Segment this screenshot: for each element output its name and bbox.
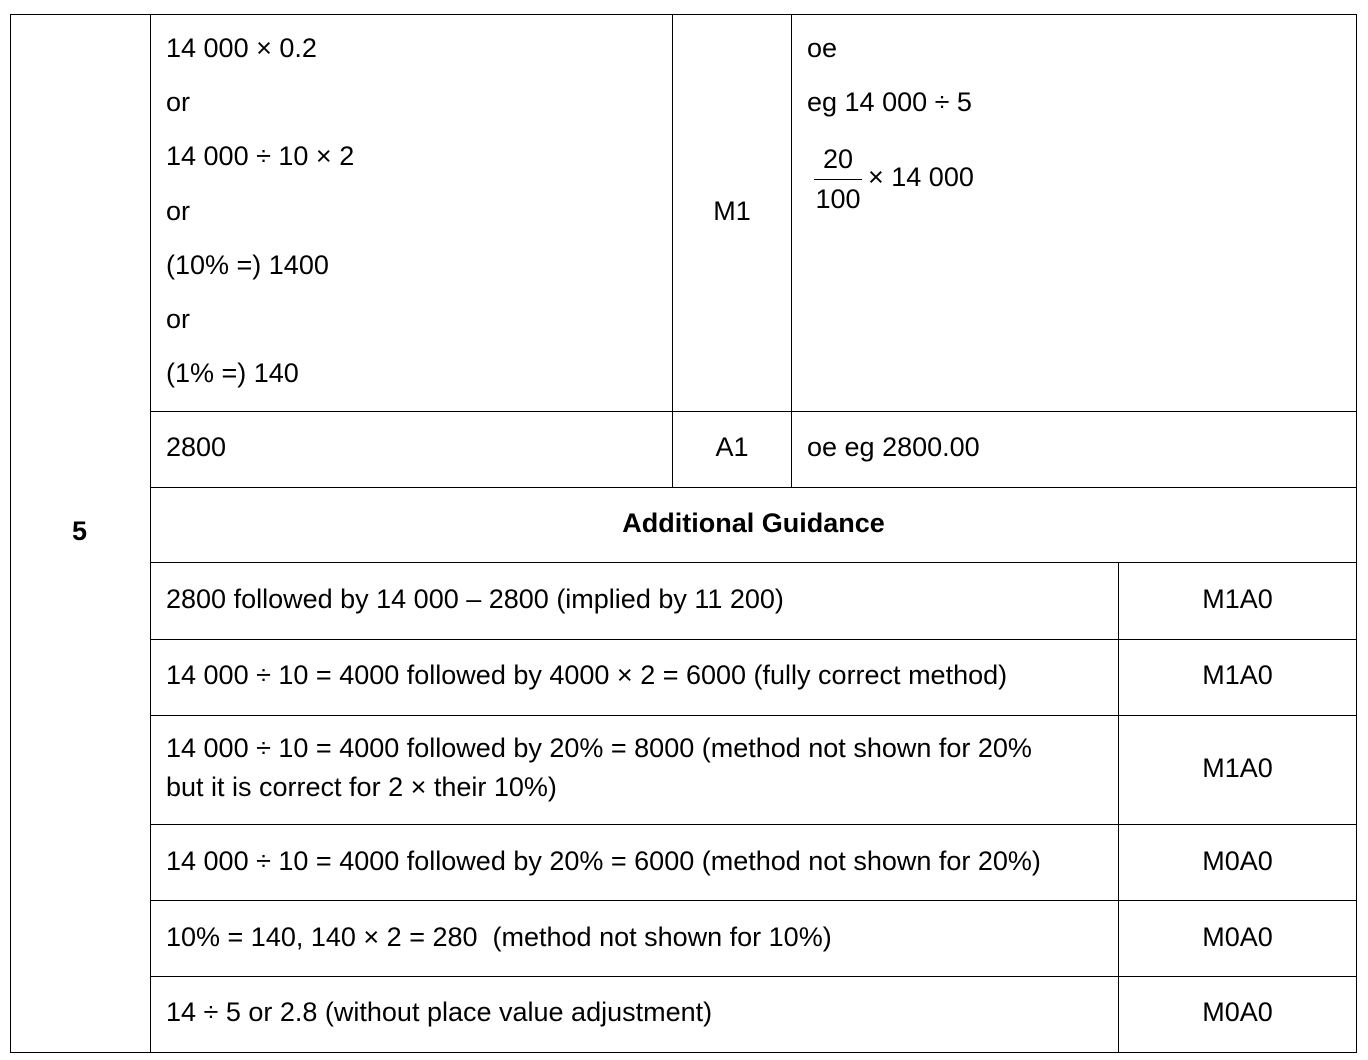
guidance-mark: M1A0: [1202, 584, 1273, 614]
guidance-row-divider-5: [150, 976, 1357, 977]
fraction-twenty-over-hundred: [812, 142, 864, 218]
method-comment-line-2: eg 14 000 ÷ 5: [807, 87, 972, 117]
guidance-text: 14 ÷ 5 or 2.8 (without place value adjustment): [166, 997, 713, 1027]
guidance-mark: M0A0: [1202, 846, 1273, 876]
final-answer: 2800: [166, 432, 227, 462]
method-line-3: 14 000 ÷ 10 × 2: [166, 141, 355, 171]
guidance-row-divider-2: [150, 715, 1357, 716]
table-bottom-border: [10, 1052, 1357, 1053]
table-top-border: [10, 14, 1357, 15]
guidance-row-divider-4: [150, 900, 1357, 901]
mark-comment-divider: [791, 14, 792, 488]
question-number: 5: [72, 516, 88, 546]
method-mark: M1: [713, 196, 751, 226]
fraction-bar: [814, 179, 862, 180]
guidance-row-divider-3: [150, 824, 1357, 825]
guidance-mark: M1A0: [1202, 660, 1273, 690]
answer-mark-divider: [672, 14, 673, 488]
method-line-2: or: [166, 87, 191, 117]
table-left-border: [10, 14, 11, 1053]
method-line-4: or: [166, 196, 191, 226]
guidance-text: 14 000 ÷ 10 = 4000 followed by 20% = 6000 (method not shown for 20%): [166, 846, 1041, 876]
guidance-heading-divider: [150, 562, 1357, 563]
guidance-mark: M1A0: [1202, 753, 1273, 783]
guidance-text: 14 000 ÷ 10 = 4000 followed by 4000 × 2 = 6000 (fully correct method): [166, 660, 1008, 690]
guidance-text-line-1: 14 000 ÷ 10 = 4000 followed by 20% = 8000 (method not shown for 20%: [166, 733, 1032, 763]
fraction-numerator: 20: [822, 144, 854, 174]
guidance-text: 2800 followed by 14 000 – 2800 (implied by 11 200): [166, 584, 784, 614]
additional-guidance-heading: Additional Guidance: [622, 508, 885, 538]
guidance-mark-divider: [1118, 562, 1119, 1053]
table-right-border: [1356, 14, 1357, 1053]
guidance-mark: M0A0: [1202, 922, 1273, 952]
method-line-7: (1% =) 140: [166, 358, 299, 388]
row-divider-method-answer: [150, 411, 1357, 412]
answer-mark: A1: [715, 432, 749, 462]
fraction-denominator: 100: [815, 184, 861, 214]
method-line-6: or: [166, 304, 191, 334]
guidance-text: 10% = 140, 140 × 2 = 280 (method not shown for 10%): [166, 922, 832, 952]
guidance-row-divider-1: [150, 639, 1357, 640]
answer-comment: oe eg 2800.00: [807, 432, 980, 462]
fraction-multiplier: × 14 000: [868, 162, 974, 192]
method-line-1: 14 000 × 0.2: [166, 33, 317, 63]
method-line-5: (10% =) 1400: [166, 250, 329, 280]
guidance-mark: M0A0: [1202, 997, 1273, 1027]
guidance-text-line-2: but it is correct for 2 × their 10%): [166, 772, 557, 802]
method-comment-line-1: oe: [807, 33, 838, 63]
row-divider-answer-guidance: [150, 487, 1357, 488]
